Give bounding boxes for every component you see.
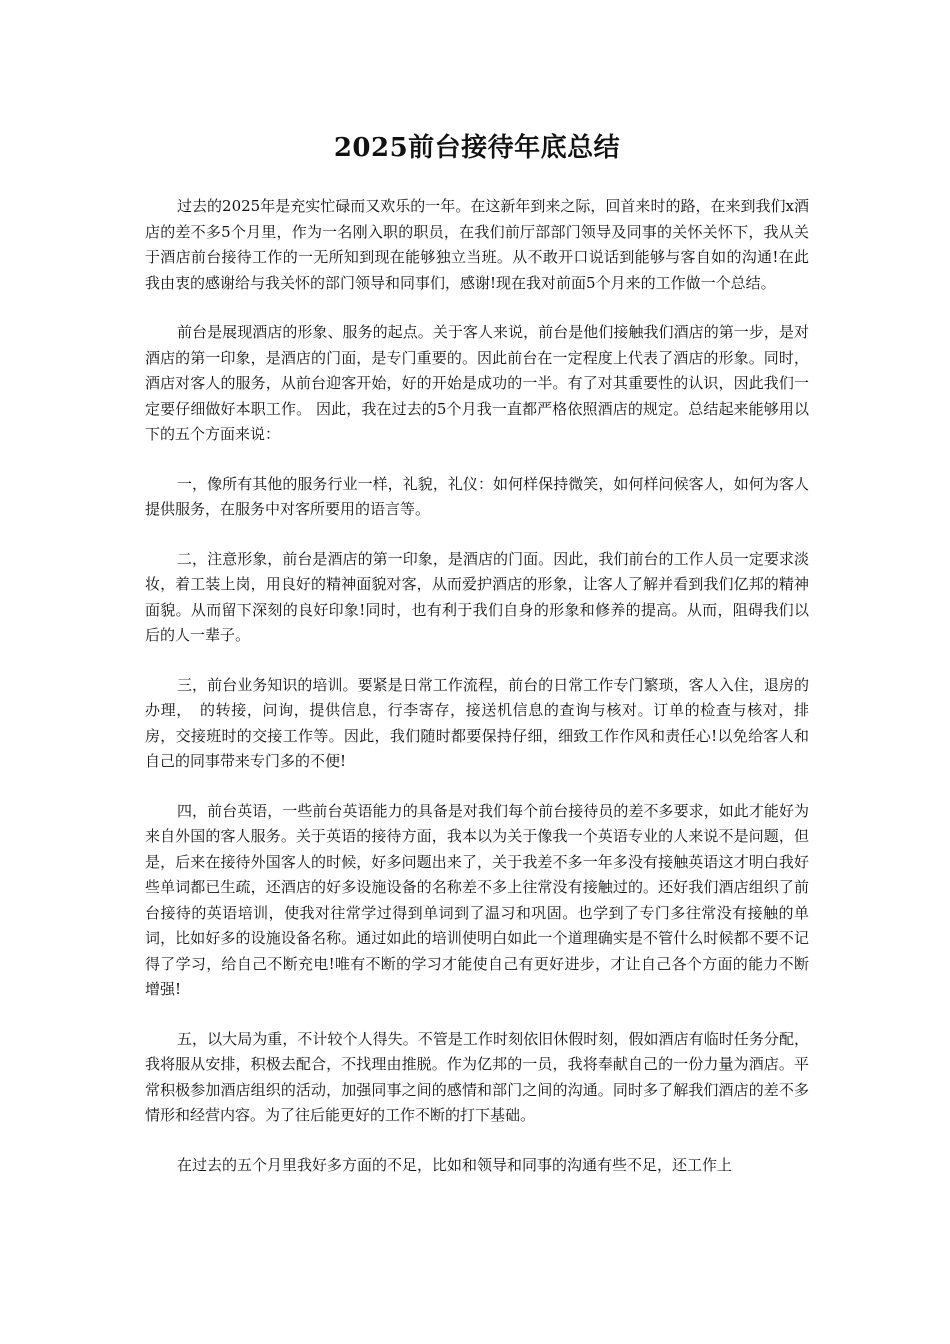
paragraph-point-three: 三，前台业务知识的培训。要紧是日常工作流程，前台的日常工作专门繁琐，客人入住，退房的办理， 的转接，问询，提供信息，行李寄存，接送机信息的查询与核对。订单的检查与核对，排房，交接班时的交接工作等。因此，我们随时都要保持仔细，细致工作作风和责任心!以免给客人和自己的同事带来专门多的不便! [145,675,809,770]
paragraph-point-two: 二，注意形象，前台是酒店的第一印象，是酒店的门面。因此，我们前台的工作人员一定要求淡妆，着工装上岗，用良好的精神面貌对客，从而爱护酒店的形象，让客人了解并看到我们亿邦的精神面貌。从而留下深刻的良好印象!同时，也有利于我们自身的形象和修养的提高。从而，阻碍我们以后的人一辈子。 [145,549,809,644]
paragraph-shortcomings: 在过去的五个月里我好多方面的不足，比如和领导和同事的沟通有些不足，还工作上 [177,1155,733,1174]
paragraph-intro: 过去的2025年是充实忙碌而又欢乐的一年。在这新年到来之际，回首来时的路，在来到我们x酒店的差不多5个月里，作为一名刚入职的职员，在我们前厅部部门领导及同事的关怀关怀下，我从关于酒店前台接待工作的一无所知到现在能够独立当班。从不敢开口说话到能够与客自如的沟通!在此我由衷的感谢给与我关怀的部门领导和同事们，感谢!现在我对前面5个月来的工作做一个总结。 [145,197,809,292]
paragraph-front-desk-role: 前台是展现酒店的形象、服务的起点。关于客人来说，前台是他们接触我们酒店的第一步，是对酒店的第一印象，是酒店的门面，是专门重要的。因此前台在一定程度上代表了酒店的形象。同时，酒店对客人的服务，从前台迎客开始，好的开始是成功的一半。有了对其重要性的认识，因此我们一定要仔细做好本职工作。 因此，我在过去的5个月我一直都严格依照酒店的规定。总结起来能够用以下的五个方面来说： [145,323,809,443]
paragraph-point-four: 四，前台英语，一些前台英语能力的具备是对我们每个前台接待员的差不多要求，如此才能好为来自外国的客人服务。关于英语的接待方面，我本以为关于像我一个英语专业的人来说不是问题，但是，后来在接待外国客人的时候，好多问题出来了，关于我差不多一年多没有接触英语这才明白我好些单词都已生疏，还酒店的好多设施设备的名称差不多上往常没有接触过的。还好我们酒店组织了前台接待的英语培训，使我对往常学过得到单词到了温习和巩固。也学到了专门多往常没有接触的单词，比如好多的设施设备名称。通过如此的培训使明白如此一个道理确实是不管什么时候都不要不记得了学习，给自己不断充电!唯有不断的学习才能使自己有更好进步，才让自己各个方面的能力不断增强! [145,801,809,998]
paragraph-point-one: 一，像所有其他的服务行业一样，礼貌，礼仪：如何样保持微笑，如何样问候客人，如何为客人提供服务，在服务中对客所要用的语言等。 [145,474,809,518]
document-title: 2025前台接待年底总结 [333,133,621,163]
document-page [145,128,809,1202]
paragraph-point-five: 五，以大局为重，不计较个人得失。不管是工作时刻依旧休假时刻，假如酒店有临时任务分配，我将服从安排，积极去配合，不找理由推脱。作为亿邦的一员，我将奉献自己的一份力量为酒店。平常积极参加酒店组织的活动，加强同事之间的感情和部门之间的沟通。同时多了解我们酒店的差不多情形和经营内容。为了往后能更好的工作不断的打下基础。 [145,1029,809,1124]
